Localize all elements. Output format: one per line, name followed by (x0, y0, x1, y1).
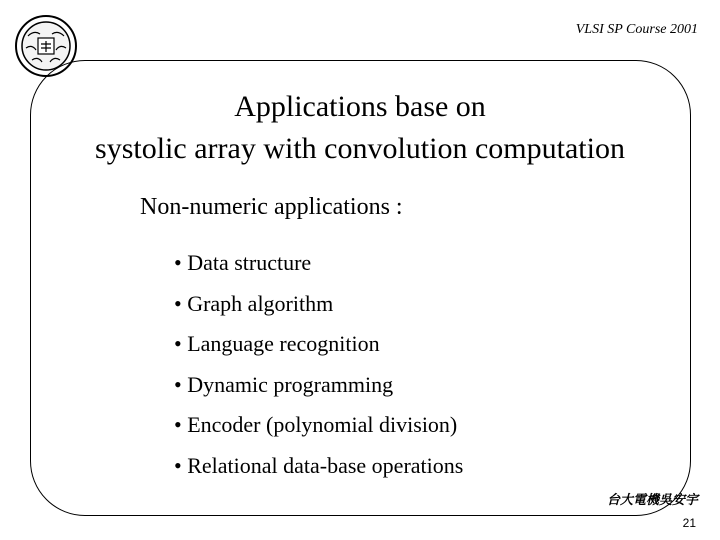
slide-title (0, 86, 720, 170)
slide-title-line-2: systolic array with convolution computation (95, 132, 625, 165)
bullet-item: • Data structure (174, 250, 312, 275)
bullet-item: • Language recognition (174, 331, 380, 356)
section-heading: Non-numeric applications : (140, 194, 403, 220)
bullet-item: • Relational data-base operations (174, 452, 464, 478)
course-header: VLSI SP Course 2001 (575, 22, 698, 37)
author-signature: 台大電機吳安宇 (606, 492, 698, 507)
page-number: 21 (682, 516, 696, 530)
bullet-item: • Dynamic programming (174, 371, 394, 397)
bullet-list (174, 243, 463, 486)
slide-title-line-1: Applications base on (234, 90, 486, 123)
bullet-item: • Encoder (polynomial division) (174, 412, 458, 437)
bullet-item: • Graph algorithm (174, 290, 334, 316)
